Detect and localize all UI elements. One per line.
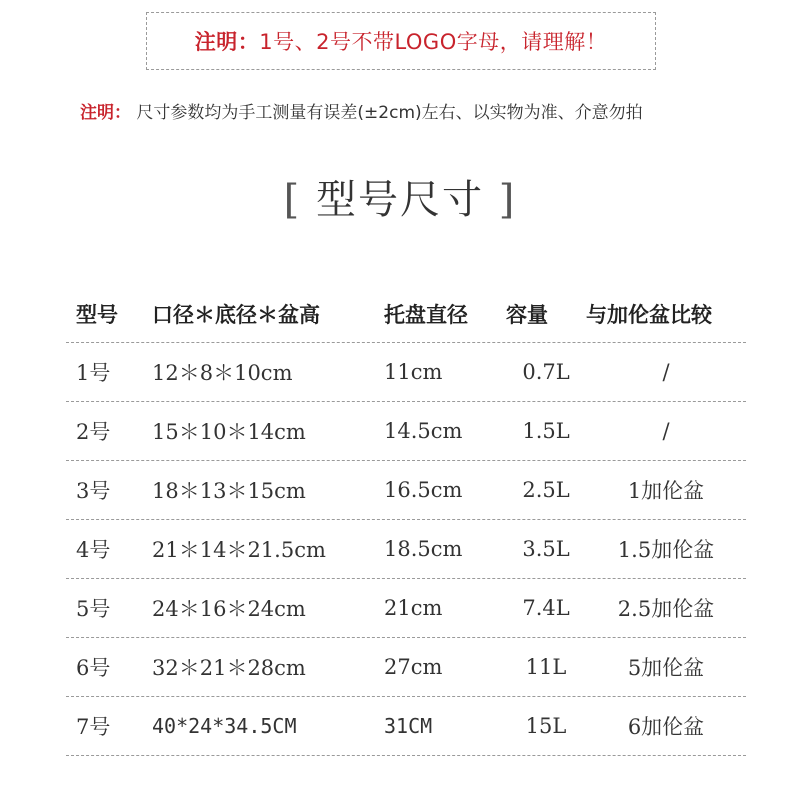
table-row [66, 343, 746, 402]
cell-gallon-compare: 1加伦盆 [627, 479, 705, 503]
cell-dimensions: 21＊14＊21.5cm [152, 538, 326, 562]
cell-capacity: 7.4L [522, 596, 570, 620]
size-note [80, 98, 760, 123]
cell-capacity: 11L [525, 655, 567, 679]
cell-model: 7号 [76, 715, 111, 739]
cell-dimensions: 12＊8＊10cm [152, 361, 293, 385]
cell-model: 6号 [76, 656, 111, 680]
cell-capacity: 3.5L [522, 537, 570, 561]
size-note-label: 注明： [80, 103, 131, 123]
cell-model: 4号 [76, 538, 111, 562]
table-row [66, 461, 746, 520]
cell-capacity: 0.7L [522, 360, 570, 384]
title-text: 型号尺寸 [316, 177, 484, 223]
header-capacity: 容量 [506, 303, 548, 327]
cell-gallon-compare: / [662, 419, 670, 443]
cell-tray-diameter: 27cm [384, 655, 443, 679]
cell-tray-diameter: 18.5cm [384, 537, 463, 561]
header-dimensions: 口径＊底径＊盆高 [152, 303, 320, 327]
notice-text: 1号、2号不带LOGO字母，请理解！ [259, 30, 608, 54]
cell-gallon-compare: 1.5加伦盆 [617, 538, 715, 562]
cell-dimensions: 18＊13＊15cm [152, 479, 306, 503]
cell-tray-diameter: 14.5cm [384, 419, 463, 443]
section-title [0, 168, 800, 225]
table-row [66, 697, 746, 756]
notice-label: 注明： [194, 30, 260, 54]
cell-dimensions: 24＊16＊24cm [152, 597, 306, 621]
table-row [66, 402, 746, 461]
cell-gallon-compare: 5加伦盆 [627, 656, 705, 680]
cell-tray-diameter: 21cm [384, 596, 443, 620]
cell-tray-diameter: 11cm [384, 360, 443, 384]
cell-gallon-compare: / [662, 360, 670, 384]
cell-dimensions: 15＊10＊14cm [152, 420, 306, 444]
table-row [66, 579, 746, 638]
cell-gallon-compare: 6加伦盆 [627, 715, 705, 739]
cell-gallon-compare: 2.5加伦盆 [617, 597, 715, 621]
size-note-text: 尺寸参数均为手工测量有误差(±2cm)左右、以实物为准、介意勿拍 [136, 103, 643, 123]
logo-notice-box [146, 12, 656, 70]
cell-tray-diameter: 31CM [384, 714, 433, 738]
cell-capacity: 15L [525, 714, 567, 738]
cell-dimensions: 32＊21＊28cm [152, 656, 306, 680]
header-gallon-compare: 与加伦盆比较 [586, 303, 712, 327]
cell-model: 2号 [76, 420, 111, 444]
cell-tray-diameter: 16.5cm [384, 478, 463, 502]
cell-model: 3号 [76, 479, 111, 503]
size-table [66, 286, 746, 756]
cell-model: 1号 [76, 361, 111, 385]
table-row [66, 520, 746, 579]
title-close-bracket: ] [498, 177, 517, 223]
header-tray-diameter: 托盘直径 [384, 303, 468, 327]
cell-model: 5号 [76, 597, 111, 621]
table-row [66, 638, 746, 697]
cell-capacity: 1.5L [522, 419, 570, 443]
cell-dimensions: 40*24*34.5CM [152, 714, 297, 738]
title-open-bracket: [ [283, 177, 302, 223]
table-header-row [66, 286, 746, 343]
cell-capacity: 2.5L [522, 478, 570, 502]
header-model: 型号 [76, 303, 118, 327]
